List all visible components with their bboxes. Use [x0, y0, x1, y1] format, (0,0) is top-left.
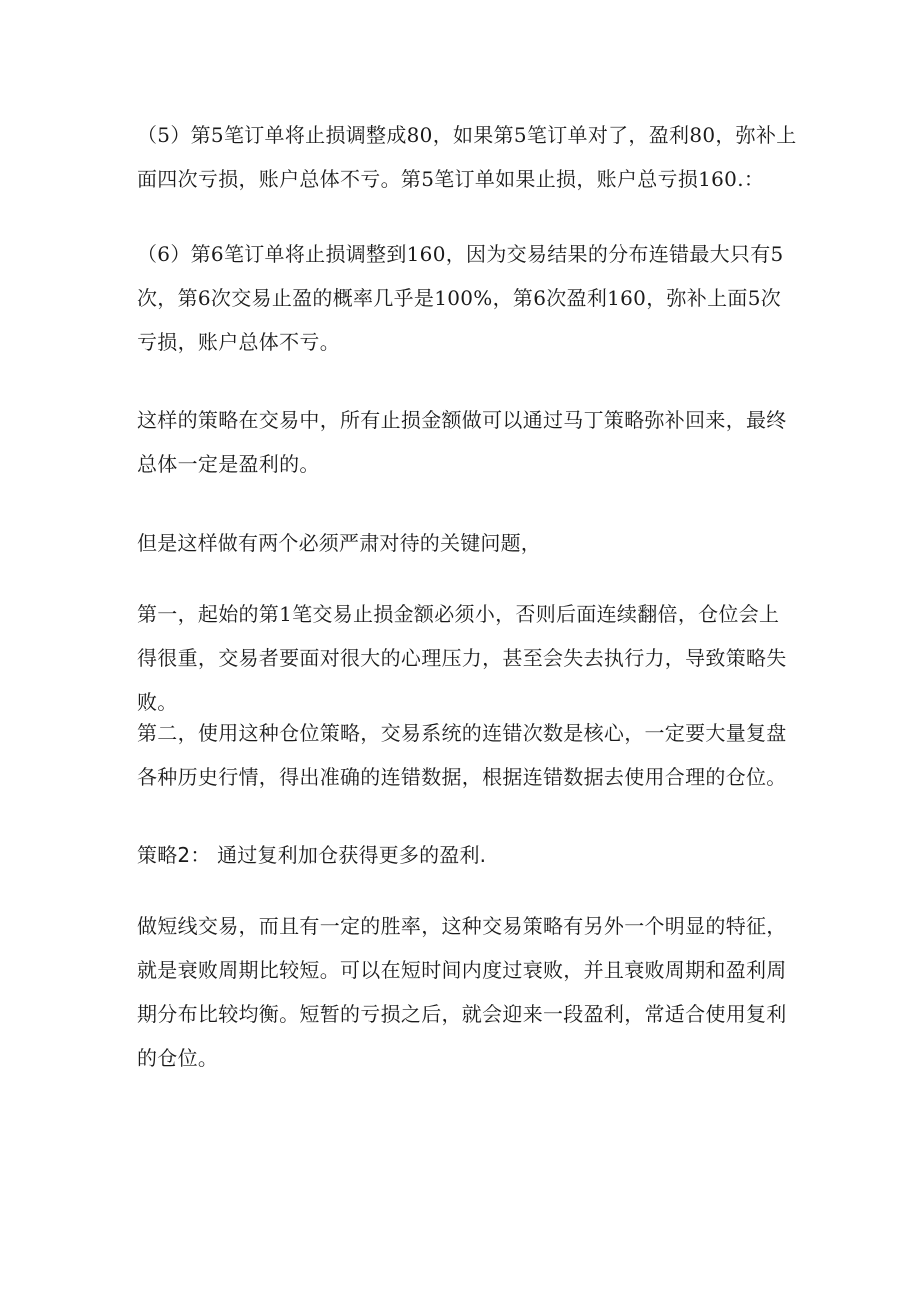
heading-key-issues: 但是这样做有两个必须严肃对待的关键问题，: [137, 531, 541, 555]
paragraph-first-issue: 第一，起始的第1笔交易止损金额必须小，否则后面连续翻倍，仓位会上得很重，交易者要面对很大的心理压力，甚至会失去执行力，导致策略失败。: [137, 602, 787, 714]
paragraph-order-5: （5）第5笔订单将止损调整成80，如果第5笔订单对了，盈利80，弥补上面四次亏损，账户总体不亏。第5笔订单如果止损，账户总亏损160.：: [137, 123, 797, 191]
paragraph-second-issue: 第二，使用这种仓位策略，交易系统的连错次数是核心，一定要大量复盘各种历史行情，得出准确的连错数据，根据连错数据去使用合理的仓位。: [137, 721, 787, 789]
paragraph-short-trade: 做短线交易，而且有一定的胜率，这种交易策略有另外一个明显的特征，就是衰败周期比较短。可以在短时间内度过衰败，并且衰败周期和盈利周期分布比较均衡。短暂的亏损之后，就会迎来一段盈利，常适合使用复利的仓位。: [137, 914, 787, 1070]
paragraph-summary: 这样的策略在交易中，所有止损金额做可以通过马丁策略弥补回来，最终总体一定是盈利的。: [137, 408, 787, 476]
heading-strategy-2: 策略2： 通过复利加仓获得更多的盈利.: [137, 843, 487, 867]
paragraph-order-6: （6）第6笔订单将止损调整到160，因为交易结果的分布连错最大只有5次，第6次交易止盈的概率几乎是100%，第6次盈利160，弥补上面5次亏损，账户总体不亏。: [137, 242, 784, 354]
